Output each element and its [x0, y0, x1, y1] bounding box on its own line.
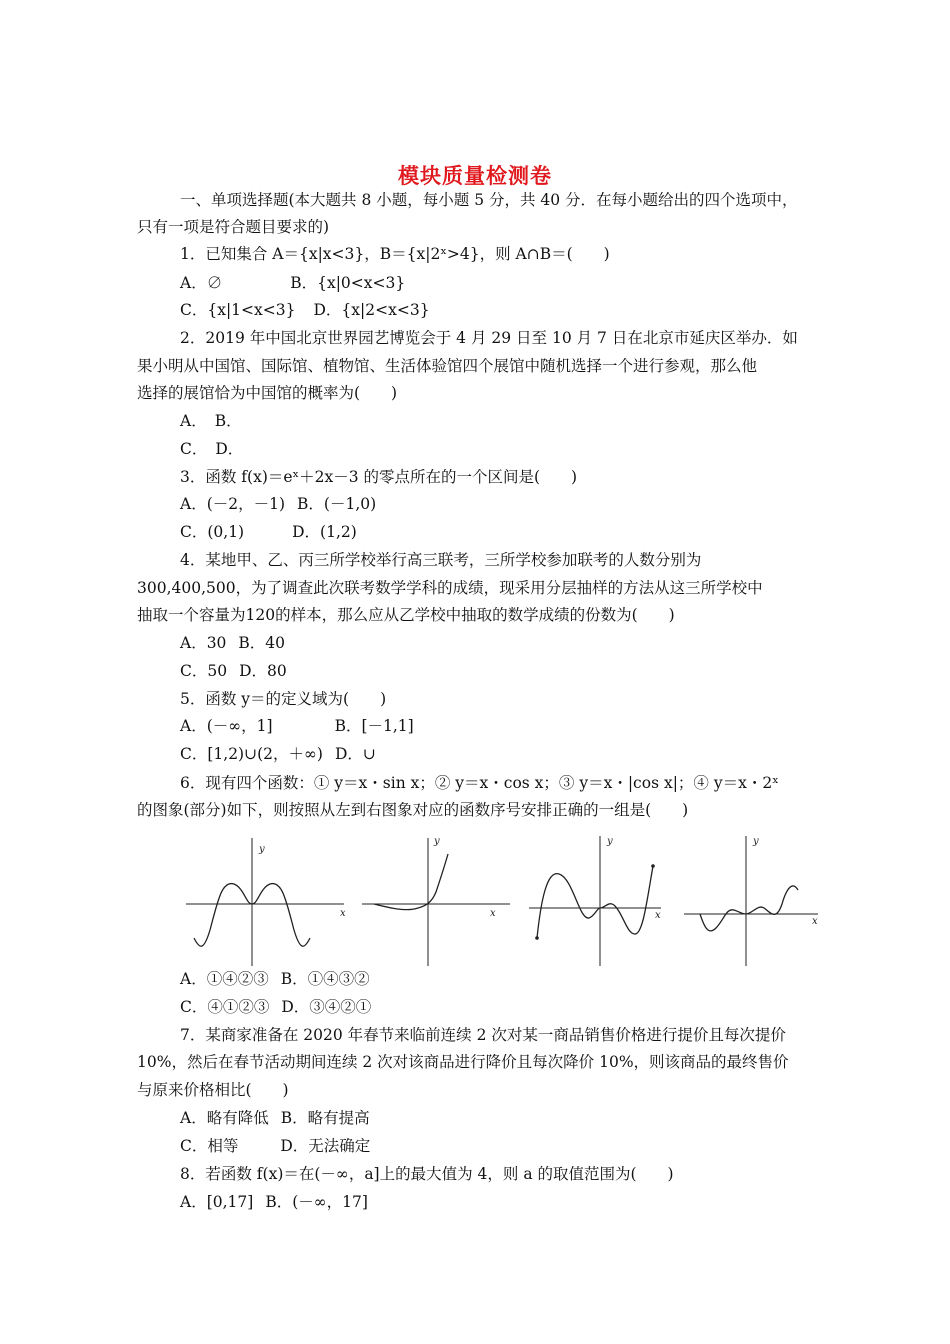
graph-2-y-label: y — [434, 836, 440, 847]
q4-option-d: D．80 — [239, 662, 287, 680]
q4-option-b: B．40 — [238, 634, 286, 652]
section-heading-cont: 只有一项是符合题目要求的) — [137, 218, 330, 236]
q8-option-a: A．[0,17] — [180, 1193, 254, 1211]
q1-options-row2 — [180, 300, 430, 320]
graph-4-curve — [700, 886, 798, 931]
q4-option-a: A．30 — [180, 634, 227, 652]
q6-function-graphs — [180, 830, 830, 970]
q7-stem-line2: 10%，然后在春节活动期间连续 2 次对该商品进行降价且每次降价 10%，则该商品的最终售价 — [137, 1053, 789, 1071]
graph-4 — [680, 830, 830, 970]
q2-options-row2 — [180, 439, 243, 459]
q3-option-d: D．(1,2) — [292, 523, 357, 541]
graph-4-x-label: x — [812, 916, 818, 927]
q3-stem: 3．函数 f(x)＝eˣ＋2x－3 的零点所在的一个区间是( ) — [180, 468, 578, 486]
q7-option-c: C．相等 — [180, 1137, 239, 1155]
graph-3-x-label: x — [655, 910, 661, 921]
q2-option-d: D． — [215, 440, 244, 458]
graph-3-endpoint-right — [651, 864, 655, 868]
graph-3-endpoint-left — [535, 936, 539, 940]
q7-option-d: D．无法确定 — [280, 1137, 371, 1155]
q2-option-a: A． — [180, 412, 207, 430]
q5-option-d: D．∪ — [334, 745, 376, 763]
q4-stem-line2: 300,400,500，为了调查此次联考数学学科的成绩，现采用分层抽样的方法从这三所学校中 — [137, 579, 763, 597]
q7-option-b: B．略有提高 — [280, 1109, 370, 1127]
q2-stem-line3: 选择的展馆恰为中国馆的概率为( ) — [137, 384, 398, 402]
q3-option-c: C．(0,1) — [180, 523, 245, 541]
q3-options-row2 — [180, 522, 357, 542]
q6-stem-line1: 6．现有四个函数：① y＝x・sin x；② y＝x・cos x；③ y＝x・|cos x|；④ y＝x・2ˣ — [180, 774, 779, 792]
q6-options-row1 — [180, 969, 370, 989]
q8-options-row1 — [180, 1192, 368, 1212]
q6-option-d: D．③④②① — [281, 998, 372, 1016]
graph-2 — [360, 830, 520, 970]
q7-options-row1 — [180, 1108, 370, 1128]
q8-stem: 8．若函数 f(x)＝在(－∞，a]上的最大值为 4，则 a 的取值范围为( ) — [180, 1165, 674, 1183]
graph-1 — [182, 830, 352, 970]
q1-option-d: D．{x|2<x<3} — [313, 301, 430, 319]
q1-option-a: A．∅ — [180, 274, 223, 292]
q5-option-b: B．[－1,1] — [334, 717, 414, 735]
graph-2-x-label: x — [490, 908, 496, 919]
section-heading: 一、单项选择题(本大题共 8 小题，每小题 5 分，共 40 分．在每小题给出的四个选项中， — [180, 191, 798, 209]
q6-stem-line2: 的图象(部分)如下，则按照从左到右图象对应的函数序号安排正确的一组是( ) — [137, 801, 689, 819]
q5-option-a: A．(－∞，1] — [180, 717, 273, 735]
graph-1-x-label: x — [340, 908, 346, 919]
graph-3-y-label: y — [607, 836, 613, 847]
q4-options-row1 — [180, 633, 285, 653]
graph-1-y-label: y — [259, 844, 265, 855]
graph-3 — [525, 830, 675, 970]
q8-option-b: B．(－∞，17] — [265, 1193, 368, 1211]
graph-4-y-label: y — [753, 836, 759, 847]
q1-option-c: C．{x|1<x<3} — [180, 301, 296, 319]
q2-option-c: C． — [180, 440, 208, 458]
q6-option-a: A．①④②③ — [180, 970, 269, 988]
q1-option-b: B．{x|0<x<3} — [290, 274, 406, 292]
graph-3-curve — [537, 866, 653, 938]
q1-options-row1 — [180, 273, 405, 293]
graph-2-curve — [374, 854, 448, 910]
q7-option-a: A．略有降低 — [180, 1109, 269, 1127]
q4-option-c: C．50 — [180, 662, 228, 680]
q2-stem-line2: 果小明从中国馆、国际馆、植物馆、生活体验馆四个展馆中随机选择一个进行参观，那么他 — [137, 357, 758, 375]
q3-option-a: A．(－2，－1) — [180, 495, 286, 513]
q5-stem: 5．函数 y＝的定义域为( ) — [180, 690, 387, 708]
q4-stem-line1: 4．某地甲、乙、丙三所学校举行高三联考，三所学校参加联考的人数分别为 — [180, 551, 702, 569]
q6-option-b: B．①④③② — [280, 970, 370, 988]
q2-stem-line1: 2．2019 年中国北京世界园艺博览会于 4 月 29 日至 10 月 7 日在北京市延庆区举办．如 — [180, 329, 798, 347]
q1-stem: 1．已知集合 A＝{x|x<3}，B＝{x|2ˣ>4}，则 A∩B＝( ) — [180, 245, 610, 263]
q2-option-b: B． — [214, 412, 242, 430]
page-title: 模块质量检测卷 — [398, 164, 552, 188]
q4-stem-line3: 抽取一个容量为120的样本，那么应从乙学校中抽取的数学成绩的份数为( ) — [137, 606, 675, 624]
q7-options-row2 — [180, 1136, 370, 1156]
q4-options-row2 — [180, 661, 287, 681]
q3-options-row1 — [180, 494, 376, 514]
q3-option-b: B．(－1,0) — [297, 495, 377, 513]
q5-options-row1 — [180, 716, 414, 736]
q5-options-row2 — [180, 744, 376, 764]
q7-stem-line1: 7．某商家准备在 2020 年春节来临前连续 2 次对某一商品销售价格进行提价且每次提价 — [180, 1026, 786, 1044]
q7-stem-line3: 与原来价格相比( ) — [137, 1081, 289, 1099]
q6-options-row2 — [180, 997, 371, 1017]
q6-option-c: C．④①②③ — [180, 998, 270, 1016]
q2-options-row1 — [180, 411, 242, 431]
q5-option-c: C．[1,2)∪(2，＋∞) — [180, 745, 323, 763]
